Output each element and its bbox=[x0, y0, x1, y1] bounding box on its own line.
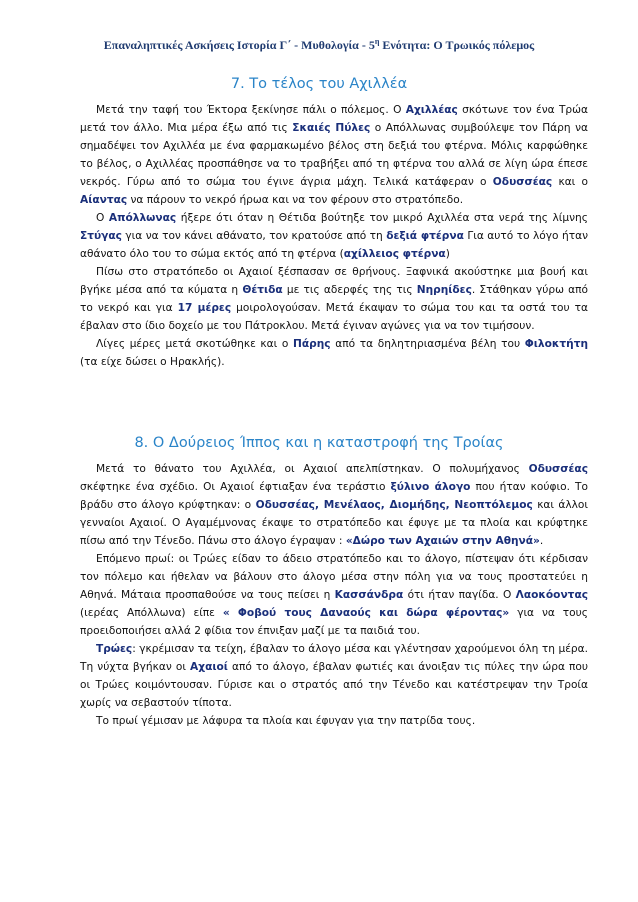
section-body-8 bbox=[80, 460, 588, 730]
text-run: Επόμενο πρωί: οι Τρώες είδαν το άδειο στρατόπεδο και το άλογο, πίστεψαν ότι κέρδισαν τον πόλεμο και ήθελαν να βάλουν στο άλογο μέσα στην πόλη για να τους προστατεύει η Αθηνά. Μάταια προσπαθούσε να τους πείσει η bbox=[80, 553, 588, 601]
section-title-8: 8. Ο Δούρειος Ίππος και η καταστροφή της Τροίας bbox=[134, 435, 504, 451]
paragraph bbox=[80, 550, 588, 640]
header-text-end: Ενότητα: Ο Τρωικός πόλεμος bbox=[379, 38, 535, 52]
bold-term: Αχιλλέας bbox=[405, 104, 458, 116]
text-run: από το άλογο, έβαλαν φωτιές και άνοιξαν τις πύλες την ώρα που οι Τρώες κοιμόντουσαν. Γύρισε και ο στρατός από την Τένεδο και κατέστρεψαν την Τροία χωρίς να σεβαστούν τίποτα. bbox=[80, 661, 589, 709]
text-run: για να τους προειδοποιήσει αλλά 2 φίδια τον έπνιξαν μαζί με τα παιδιά του. bbox=[80, 607, 588, 637]
paragraph bbox=[80, 712, 588, 730]
bold-term: Τρώες bbox=[96, 643, 133, 655]
text-run: και ο bbox=[552, 176, 588, 188]
text-run: σκότωνε τον ένα Τρώα μετά τον άλλο. Μια μέρα έξω από τις bbox=[80, 104, 588, 134]
text-run: . bbox=[539, 535, 544, 547]
page-header bbox=[0, 37, 638, 53]
text-run: που ήταν κούφιο. Το βράδυ στο άλογο κρύφτηκαν: ο bbox=[80, 481, 588, 511]
bold-term: Λαοκόοντας bbox=[515, 589, 588, 601]
bold-term: Νηρηίδες bbox=[416, 284, 472, 296]
text-run: με τις αδερφές της τις bbox=[282, 284, 417, 296]
text-run: Πίσω στο στρατόπεδο οι Αχαιοί ξέσπασαν σε θρήνους. Ξαφνικά ακούστηκε μια βουή και βγήκε μέσα από τα κύματα η bbox=[80, 266, 588, 296]
header-superscript: η bbox=[374, 37, 380, 46]
text-run: μοιρολογούσαν. Μετά έκαψαν το σώμα του και τα οστά του τα έβαλαν στο ίδιο δοχείο με του Πάτροκλου. Μετά έγιναν αγώνες για να τον τιμήσουν. bbox=[80, 302, 588, 332]
text-run: ήξερε ότι όταν η Θέτιδα βούτηξε τον μικρό Αχιλλέα στα νερά της λίμνης bbox=[176, 212, 588, 224]
bold-term: Απόλλωνας bbox=[108, 212, 177, 224]
text-run: Μετά το θάνατο του Αχιλλέα, οι Αχαιοί απελπίστηκαν. Ο πολυμήχανος bbox=[96, 463, 529, 475]
paragraph bbox=[80, 640, 588, 712]
text-run: (τα είχε δώσει ο Ηρακλής). bbox=[80, 356, 225, 368]
bold-term: Κασσάνδρα bbox=[334, 589, 404, 601]
paragraph bbox=[80, 335, 588, 371]
paragraph bbox=[80, 101, 588, 209]
text-run: (ιερέας Απόλλωνα) είπε bbox=[80, 607, 223, 619]
text-run: για να τον κάνει αθάνατο, τον κρατούσε από τη bbox=[121, 230, 387, 242]
bold-term: Οδυσσέας bbox=[492, 176, 553, 188]
paragraph bbox=[80, 263, 588, 335]
text-run: Το πρωί γέμισαν με λάφυρα τα πλοία και έφυγαν για την πατρίδα τους. bbox=[96, 715, 476, 727]
text-run: Λίγες μέρες μετά σκοτώθηκε και ο bbox=[96, 338, 294, 350]
bold-term: δεξιά φτέρνα bbox=[386, 230, 464, 242]
bold-term: «Δώρο των Αχαιών στην Αθηνά» bbox=[345, 535, 540, 547]
bold-term: Θέτιδα bbox=[242, 284, 283, 296]
bold-term: 17 μέρες bbox=[177, 302, 232, 314]
text-run: και άλλοι γενναίοι Αχαιοί. Ο Αγαμέμνονας έκαψε το στρατόπεδο και έφυγε με τα πλοία και κρύφτηκε πίσω από την Τένεδο. Πάνω στο άλογο έγραψαν : bbox=[80, 499, 588, 547]
bold-term: Πάρης bbox=[293, 338, 331, 350]
bold-term: « Φοβού τους Δαναούς και δώρα φέροντας» bbox=[222, 607, 510, 619]
bold-term: Στύγας bbox=[80, 230, 122, 242]
text-run: ο Απόλλωνας συμβούλεψε τον Πάρη να σημαδέψει τον Αχιλλέα με ένα φαρμακωμένο βέλος στη δεξιά του φτέρνα. Μόλις καρφώθηκε το βέλος, ο Αχιλλέας προσπάθησε να το τραβήξει από τη φτέρνα του αλλά σε λίγη ώρα έπεσε νεκρός. Γύρω από το σώμα του έγινε άγρια μάχη. Τελικά κατάφεραν ο bbox=[80, 122, 588, 188]
section-title-7: 7. Το τέλος του Αχιλλέα bbox=[230, 76, 408, 92]
text-run: να πάρουν το νεκρό ήρωα και να τον φέρουν στο στρατόπεδο. bbox=[127, 194, 464, 206]
text-run: ) bbox=[445, 248, 450, 260]
text-run: . Στάθηκαν γύρω από το νεκρό και για bbox=[80, 284, 588, 314]
bold-term: Σκαιές Πύλες bbox=[292, 122, 371, 134]
text-run: Ο bbox=[96, 212, 109, 224]
header-text-start: Επαναληπτικές Ασκήσεις Ιστορία Γ΄ - Μυθολογία - 5 bbox=[103, 38, 375, 52]
text-run: σκέφτηκε ένα σχέδιο. Οι Αχαιοί έφτιαξαν ένα τεράστιο bbox=[80, 481, 391, 493]
section-body-7 bbox=[80, 101, 588, 371]
text-run: από τα δηλητηριασμένα βέλη του bbox=[330, 338, 525, 350]
bold-term: αχίλλειος φτέρνα bbox=[343, 248, 446, 260]
bold-term: ξύλινο άλογο bbox=[390, 481, 471, 493]
bold-term: Αίαντας bbox=[80, 194, 128, 206]
text-run: Μετά την ταφή του Έκτορα ξεκίνησε πάλι ο πόλεμος. Ο bbox=[96, 104, 406, 116]
text-run: Για αυτό το λόγο ήταν αθάνατο όλο του το σώμα εκτός από τη φτέρνα ( bbox=[80, 230, 588, 260]
bold-term: Φιλοκτήτη bbox=[524, 338, 588, 350]
bold-term: Οδυσσέας bbox=[528, 463, 588, 475]
bold-term: Αχαιοί bbox=[190, 661, 228, 673]
bold-term: Οδυσσέας, Μενέλαος, Διομήδης, Νεοπτόλεμος bbox=[255, 499, 533, 511]
paragraph bbox=[80, 209, 588, 263]
text-run: ότι ήταν παγίδα. Ο bbox=[403, 589, 516, 601]
paragraph bbox=[80, 460, 588, 550]
text-run: : γκρέμισαν τα τείχη, έβαλαν το άλογο μέσα και γλέντησαν χαρούμενοι όλη τη μέρα. Τη νύχτα βγήκαν οι bbox=[80, 643, 588, 673]
